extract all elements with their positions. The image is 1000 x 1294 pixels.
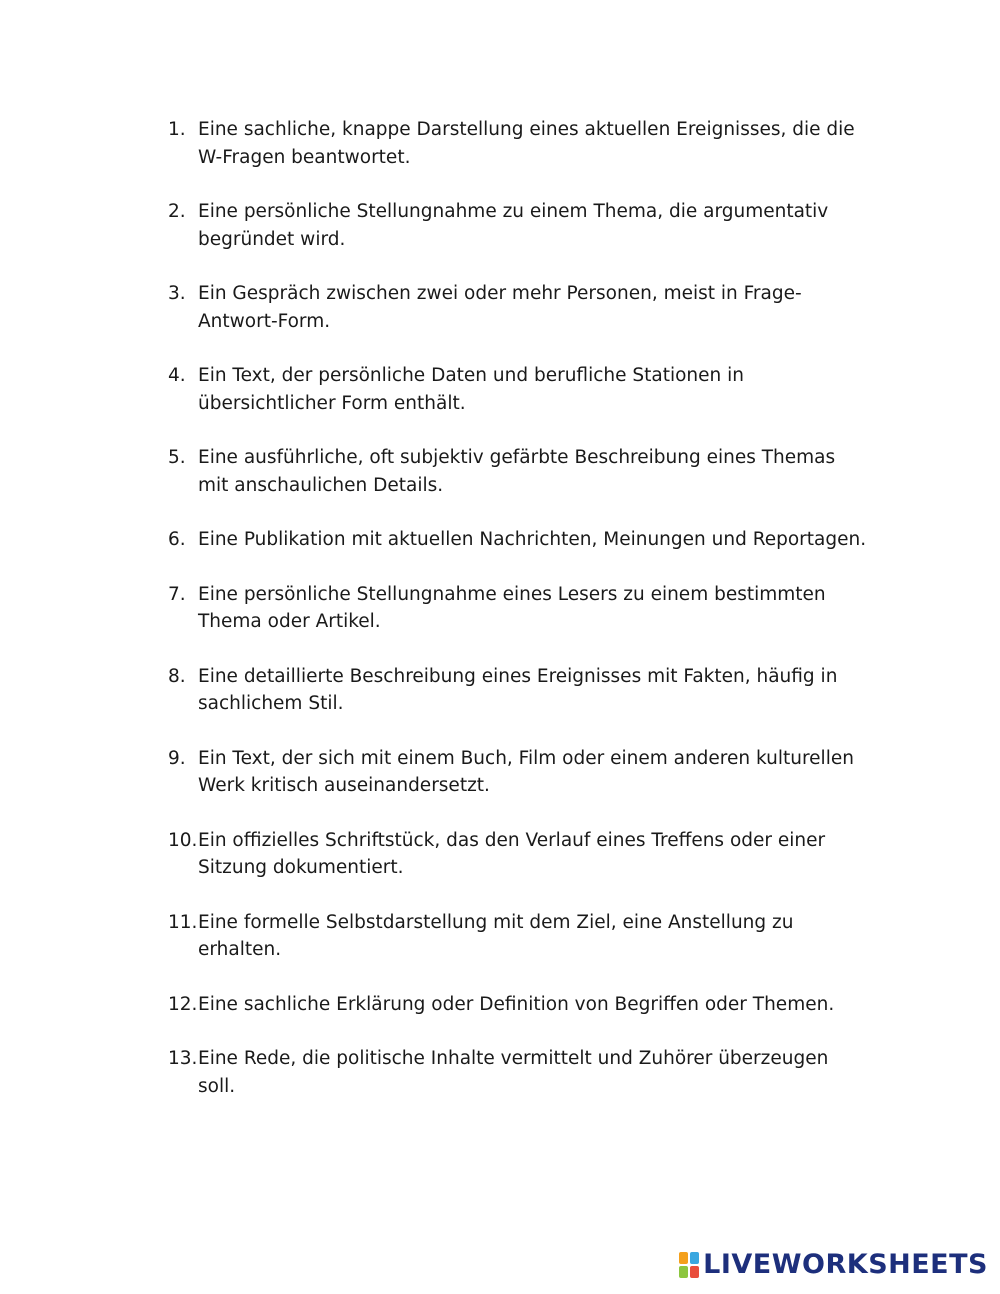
item-text: Eine detaillierte Beschreibung eines Ereignisses mit Fakten, häufig in sachlichem Stil. xyxy=(198,665,838,714)
list-item xyxy=(168,827,868,882)
item-number: 12. xyxy=(168,993,198,1015)
item-number: 8. xyxy=(168,665,186,687)
item-text: Eine Publikation mit aktuellen Nachrichten, Meinungen und Reportagen. xyxy=(198,529,867,550)
logo-cell xyxy=(679,1252,688,1264)
list-item xyxy=(168,280,868,335)
item-number: 1. xyxy=(168,119,186,140)
item-text: Ein Text, der sich mit einem Buch, Film oder einem anderen kulturellen Werk kritisch auseinandersetzt. xyxy=(198,747,854,796)
list-item xyxy=(168,991,868,1019)
list-item xyxy=(168,581,868,636)
logo-cell xyxy=(679,1266,688,1278)
item-text: Eine sachliche Erklärung oder Definition von Begriffen oder Themen. xyxy=(198,993,835,1015)
list-item xyxy=(168,745,868,800)
item-text: Eine sachliche, knappe Darstellung eines aktuellen Ereignisses, die die W-Fragen beantwortet. xyxy=(198,119,855,168)
item-number: 9. xyxy=(168,747,186,769)
item-text: Eine Rede, die politische Inhalte vermittelt und Zuhörer überzeugen soll. xyxy=(198,1048,829,1097)
item-text: Eine persönliche Stellungnahme eines Lesers zu einem bestimmten Thema oder Artikel. xyxy=(198,583,826,632)
list-item xyxy=(168,362,868,417)
item-text: Eine formelle Selbstdarstellung mit dem Ziel, eine Anstellung zu erhalten. xyxy=(198,911,794,960)
item-number: 11. xyxy=(168,911,198,933)
list-item xyxy=(168,1045,868,1100)
list-item xyxy=(168,444,868,499)
list-item xyxy=(168,663,868,718)
item-text: Eine persönliche Stellungnahme zu einem Thema, die argumentativ begründet wird. xyxy=(198,201,829,250)
item-number: 6. xyxy=(168,529,186,550)
item-number: 2. xyxy=(168,201,186,222)
item-text: Ein Gespräch zwischen zwei oder mehr Personen, meist in Frage- Antwort-Form. xyxy=(198,283,802,332)
worksheet-list xyxy=(168,116,868,1127)
item-text: Ein offizielles Schriftstück, das den Verlauf eines Treffens oder einer Sitzung dokumentiert. xyxy=(198,829,826,878)
item-number: 4. xyxy=(168,365,186,386)
list-item xyxy=(168,198,868,253)
logo-cell xyxy=(690,1266,699,1278)
item-number: 5. xyxy=(168,447,186,468)
item-text: Ein Text, der persönliche Daten und berufliche Stationen in übersichtlicher Form enthält. xyxy=(198,365,745,414)
item-text: Eine ausführliche, oft subjektiv gefärbte Beschreibung eines Themas mit anschaulichen Details. xyxy=(198,447,836,496)
item-number: 7. xyxy=(168,583,186,605)
list-item xyxy=(168,526,868,554)
item-number: 13. xyxy=(168,1048,198,1069)
list-item xyxy=(168,116,868,171)
brand-name: LIVEWORKSHEETS xyxy=(703,1249,988,1280)
liveworksheets-brand xyxy=(679,1249,988,1280)
liveworksheets-logo-icon xyxy=(679,1252,699,1278)
item-number: 10. xyxy=(168,829,198,851)
logo-cell xyxy=(690,1252,699,1264)
item-number: 3. xyxy=(168,283,186,304)
list-item xyxy=(168,909,868,964)
